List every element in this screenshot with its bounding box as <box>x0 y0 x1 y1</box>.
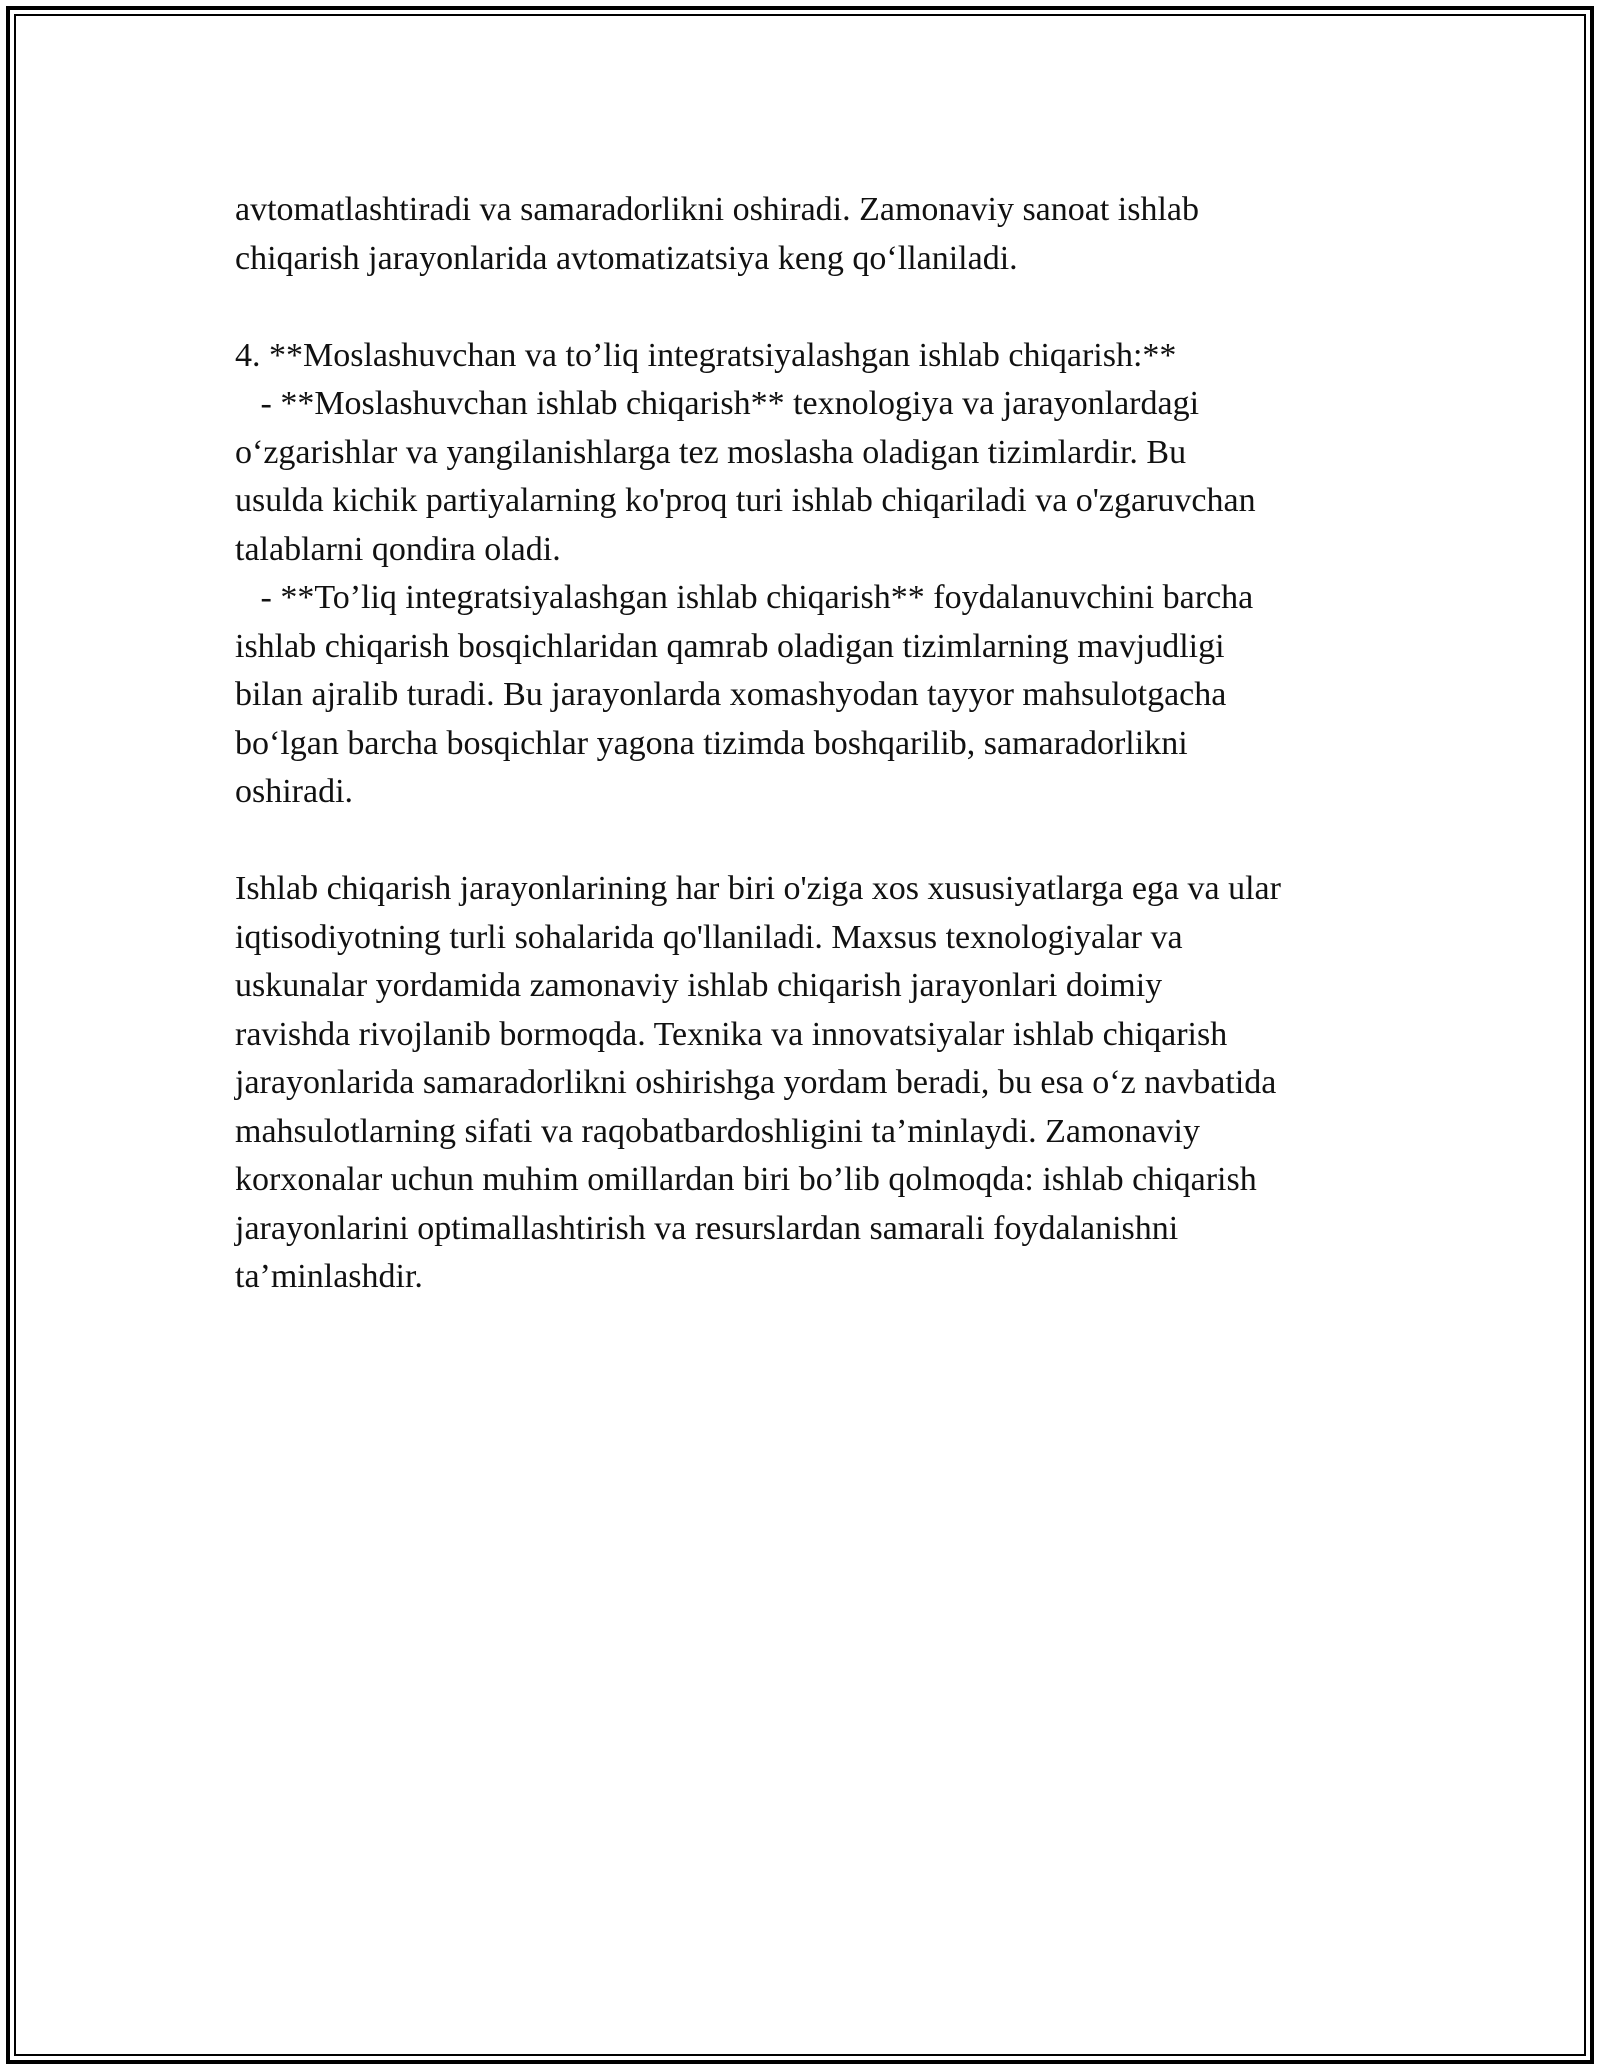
text-line: bo‘lgan barcha bosqichlar yagona tizimda boshqarilib, samaradorlikni <box>235 724 1188 762</box>
text-line: ta’minlashdir. <box>235 1258 423 1295</box>
paragraph-automation-continued <box>235 186 1395 283</box>
text-line: avtomatlashtiradi va samaradorlikni oshiradi. Zamonaviy sanoat ishlab <box>235 191 1200 228</box>
text-line: talablarni qondira oladi. <box>235 530 561 568</box>
text-line: usulda kichik partiyalarning ko'proq turi ishlab chiqariladi va o'zgaruvchan <box>235 482 1256 519</box>
list-item-line: - **Moslashuvchan ishlab chiqarish** texnologiya va jarayonlardagi <box>235 385 1200 422</box>
section-flexible-integrated-production <box>235 332 1395 817</box>
text-line: Ishlab chiqarish jarayonlarining har biri o'ziga xos xususiyatlarga ega va ular <box>235 870 1281 907</box>
paragraph-conclusion <box>235 865 1395 1302</box>
text-line: ravishda rivojlanib bormoqda. Texnika va innovatsiyalar ishlab chiqarish <box>235 1015 1228 1053</box>
paragraph-gap <box>235 283 1395 332</box>
text-line: uskunalar yordamida zamonaviy ishlab chiqarish jarayonlari doimiy <box>235 967 1163 1004</box>
text-line: o‘zgarishlar va yangilanishlarga tez moslasha oladigan tizimlardir. Bu <box>235 433 1187 471</box>
text-line: chiqarish jarayonlarida avtomatizatsiya keng qo‘llaniladi. <box>235 239 1018 277</box>
section-heading-line: 4. **Moslashuvchan va to’liq integratsiyalashgan ishlab chiqarish:** <box>235 336 1177 374</box>
text-line: mahsulotlarning sifati va raqobatbardoshligini ta’minlaydi. Zamonaviy <box>235 1112 1200 1150</box>
text-line: oshiradi. <box>235 773 354 810</box>
text-line: bilan ajralib turadi. Bu jarayonlarda xomashyodan tayyor mahsulotgacha <box>235 676 1227 713</box>
document-body <box>235 186 1395 1302</box>
text-line: jarayonlarida samaradorlikni oshirishga yordam beradi, bu esa o‘z navbatida <box>235 1064 1277 1101</box>
text-line: ishlab chiqarish bosqichlaridan qamrab oladigan tizimlarning mavjudligi <box>235 627 1225 665</box>
list-item-line: - **To’liq integratsiyalashgan ishlab chiqarish** foydalanuvchini barcha <box>235 579 1254 616</box>
text-line: jarayonlarini optimallashtirish va resurslardan samarali foydalanishni <box>235 1209 1179 1247</box>
text-line: korxonalar uchun muhim omillardan biri bo’lib qolmoqda: ishlab chiqarish <box>235 1161 1257 1198</box>
paragraph-gap <box>235 817 1395 866</box>
text-line: iqtisodiyotning turli sohalarida qo'llaniladi. Maxsus texnologiyalar va <box>235 918 1183 956</box>
